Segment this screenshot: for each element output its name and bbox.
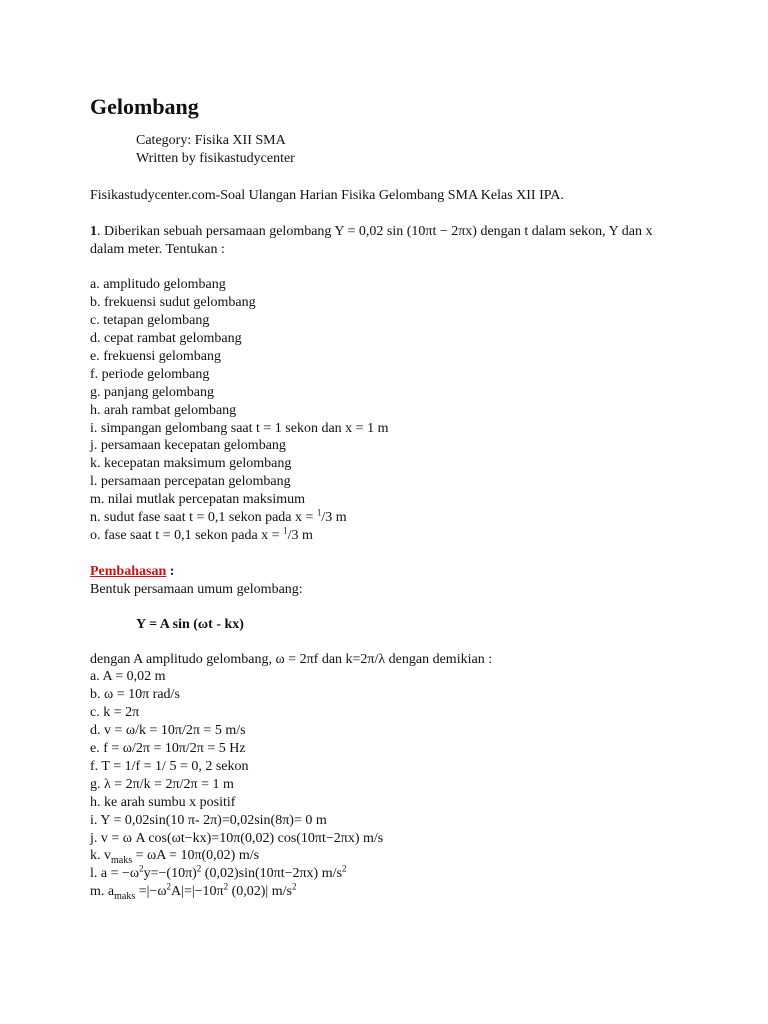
question-item: g. panjang gelombang [90, 384, 215, 400]
article-meta [90, 132, 690, 168]
solution-intro: dengan A amplitudo gelombang, ω = 2πf dan k=2π/λ dengan demikian : [90, 651, 493, 667]
author-text: Written by fisikastudycenter [136, 150, 295, 166]
question-item: j. persamaan kecepatan gelombang [90, 438, 286, 454]
answer-item: j. v = ω A cos(ωt−kx)=10π(0,02) cos(10πt−2πx) m/s [90, 830, 384, 846]
answer-item: c. k = 2π [90, 705, 140, 721]
question-item-o: o. fase saat t = 0,1 sekon pada x = $^1$/3 m [90, 525, 313, 543]
answer-item: g. λ = 2π/k = 2π/2π = 1 m [90, 776, 234, 792]
intro-text: Fisikastudycenter.com-Soal Ulangan Harian Fisika Gelombang SMA Kelas XII IPA. [90, 187, 564, 203]
answer-m: m. $a_{maks} =|-\omega^2A|=|-10\pi^2$ (0,02)| $m/s^2$ [90, 881, 297, 903]
answer-item: i. Y = 0,02sin(10 π- 2π)=0,02sin(8π)= 0 m [90, 812, 327, 828]
answer-list [90, 668, 690, 847]
question-item-n: n. sudut fase saat t = 0,1 sekon pada x = $^1$/3 m [90, 507, 347, 526]
question-number: 1 [90, 223, 97, 239]
question-item: e. frekuensi gelombang [90, 348, 222, 364]
question-item: l. persamaan percepatan gelombang [90, 474, 291, 490]
answer-item: h. ke arah sumbu x positif [90, 794, 236, 810]
question-items [90, 276, 690, 509]
question-item: a. amplitudo gelombang [90, 277, 226, 293]
question-item: b. frekuensi sudut gelombang [90, 295, 256, 311]
question-item: f. periode gelombang [90, 366, 210, 382]
category-text: Category: Fisika XII SMA [136, 133, 286, 148]
wave-formula: Y = A sin (ωt - kx) [136, 616, 244, 632]
page-title: Gelombang [90, 94, 199, 119]
answer-item: e. f = ω/2π = 10π/2π = 5 Hz [90, 741, 246, 757]
solution-heading: Pembahasan : [90, 563, 175, 579]
answer-l: l. $a = -\omega^2y=-(10\pi)^2$ (0,02)sin(10πt−2πx) $m/s^2$ [90, 863, 347, 882]
document-page [90, 94, 690, 901]
question-item: m. nilai mutlak percepatan maksimum [90, 492, 305, 508]
question-body: . Diberikan sebuah persamaan gelombang Y = 0,02 sin (10πt − 2πx) dengan t dalam sekon, Y dan x dalam meter. Tentukan : [90, 223, 653, 257]
answer-item: a. A = 0,02 m [90, 669, 166, 685]
question-item: c. tetapan gelombang [90, 313, 210, 329]
question-text [90, 223, 670, 259]
answer-item: b. ω = 10π rad/s [90, 687, 180, 703]
question-item: h. arah rambat gelombang [90, 402, 237, 418]
general-equation-text: Bentuk persamaan umum gelombang: [90, 581, 303, 597]
pembahasan-label: Pembahasan [90, 563, 167, 579]
answer-item: f. T = 1/f = 1/ 5 = 0, 2 sekon [90, 758, 249, 774]
answer-item: d. v = ω/k = 10π/2π = 5 m/s [90, 723, 246, 739]
question-item: d. cepat rambat gelombang [90, 331, 242, 347]
question-item: i. simpangan gelombang saat t = 1 sekon dan x = 1 m [90, 420, 389, 436]
answer-k: k. $v_{maks} = \omega A = 10\pi(0,02)$ m/s [90, 848, 260, 867]
question-item: k. kecepatan maksimum gelombang [90, 456, 292, 472]
